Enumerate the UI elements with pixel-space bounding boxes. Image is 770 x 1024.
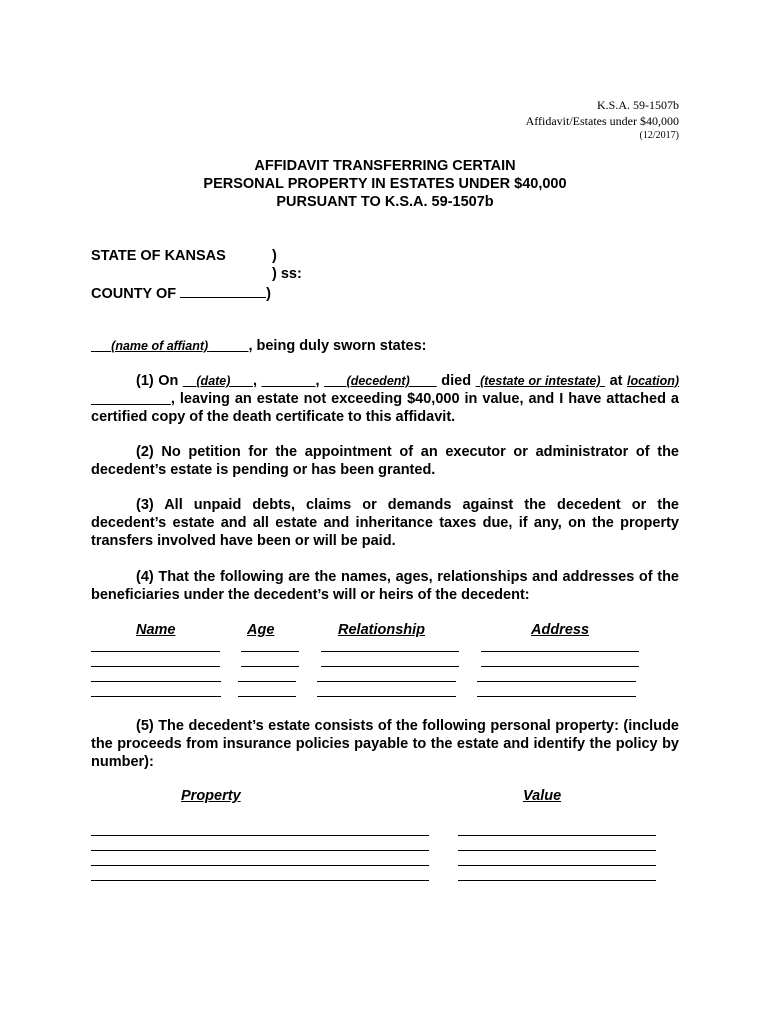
- beneficiary-relationship-line[interactable]: [317, 696, 456, 697]
- state-label: STATE OF KANSAS: [91, 248, 226, 264]
- venue-paren: ): [272, 248, 277, 264]
- col-header-property: Property: [181, 788, 241, 804]
- property-line[interactable]: [91, 880, 429, 881]
- date-year-blank[interactable]: [261, 373, 315, 389]
- beneficiary-age-line[interactable]: [238, 696, 296, 697]
- value-line[interactable]: [458, 850, 656, 851]
- para5-text: (5) The decedent’s estate consists of the following personal property: (include the proceeds from insurance policies payable to the estate and identify the policy by number):: [91, 718, 679, 770]
- col-header-age: Age: [247, 622, 275, 638]
- form-reference: [526, 97, 679, 142]
- paragraph-4: [91, 568, 679, 604]
- intro-text: , being duly sworn states:: [248, 338, 427, 354]
- para4-text: (4) That the following are the names, ages, relationships and addresses of the beneficiaries under the decedent’s will or heirs of the decedent:: [91, 569, 679, 603]
- intro-paragraph: [91, 337, 679, 355]
- beneficiary-age-line[interactable]: [241, 666, 299, 667]
- title-line-1: AFFIDAVIT TRANSFERRING CERTAIN: [254, 158, 516, 174]
- document-title: [0, 157, 770, 211]
- county-blank[interactable]: [180, 283, 266, 298]
- paragraph-2: [91, 443, 679, 479]
- paragraph-3: [91, 496, 679, 550]
- beneficiary-name-line[interactable]: [91, 666, 220, 667]
- beneficiary-address-line[interactable]: [481, 651, 639, 652]
- paragraph-5: [91, 717, 679, 771]
- beneficiary-relationship-line[interactable]: [321, 651, 459, 652]
- property-line[interactable]: [91, 865, 429, 866]
- col-header-address: Address: [531, 622, 590, 638]
- property-line[interactable]: [91, 835, 429, 836]
- beneficiary-name-line[interactable]: [91, 651, 220, 652]
- county-close-paren: ): [266, 286, 271, 302]
- paragraph-1: (1) On (date) , , (decedent) died (testate or intestate) at location) , leaving an estate not exceeding $40,000 in value, and I have attached a certified copy of the death certificate to this affidavit.: [91, 373, 680, 425]
- para1-number: (1) On: [136, 373, 179, 389]
- venue-block: [91, 247, 491, 301]
- beneficiary-address-line[interactable]: [477, 681, 636, 682]
- col-header-relationship: Relationship: [338, 622, 426, 638]
- beneficiary-relationship-line[interactable]: [321, 666, 459, 667]
- para3-text: (3) All unpaid debts, claims or demands against the decedent or the decedent’s estate and all estate and inheritance taxes due, if any, on the property transfers involved have been or will be paid.: [91, 497, 679, 549]
- at-text: at: [609, 373, 623, 389]
- value-line[interactable]: [458, 865, 656, 866]
- county-label: COUNTY OF: [91, 286, 177, 302]
- testate-field[interactable]: (testate or intestate): [480, 374, 601, 388]
- value-line[interactable]: [458, 880, 656, 881]
- date-field[interactable]: (date): [196, 374, 231, 388]
- location-field[interactable]: location): [626, 374, 680, 388]
- col-header-name: Name: [136, 622, 176, 638]
- form-name: Affidavit/Estates under $40,000: [525, 114, 679, 128]
- title-line-3: PURSUANT TO K.S.A. 59-1507b: [276, 194, 494, 210]
- para2-text: (2) No petition for the appointment of an executor or administrator of the decedent’s estate is pending or has been granted.: [91, 444, 679, 478]
- affiant-field[interactable]: (name of affiant): [111, 339, 209, 353]
- property-line[interactable]: [91, 850, 429, 851]
- beneficiary-name-line[interactable]: [91, 696, 221, 697]
- venue-ss: ) ss:: [272, 266, 302, 282]
- value-line[interactable]: [458, 835, 656, 836]
- col-header-value: Value: [523, 788, 562, 804]
- statute-number: K.S.A. 59-1507b: [596, 98, 679, 112]
- died-text: died: [441, 373, 472, 389]
- beneficiary-age-line[interactable]: [241, 651, 299, 652]
- beneficiary-address-line[interactable]: [477, 696, 636, 697]
- title-line-2: PERSONAL PROPERTY IN ESTATES UNDER $40,000: [203, 176, 567, 192]
- beneficiary-relationship-line[interactable]: [317, 681, 456, 682]
- revision-date: (12/2017): [639, 130, 679, 141]
- beneficiary-address-line[interactable]: [481, 666, 639, 667]
- beneficiary-name-line[interactable]: [91, 681, 221, 682]
- para1-text: , leaving an estate not exceeding $40,000 in value, and I have attached a certified copy of the death certificate to this affidavit.: [91, 391, 679, 425]
- beneficiary-age-line[interactable]: [238, 681, 296, 682]
- decedent-field[interactable]: (decedent): [346, 374, 410, 388]
